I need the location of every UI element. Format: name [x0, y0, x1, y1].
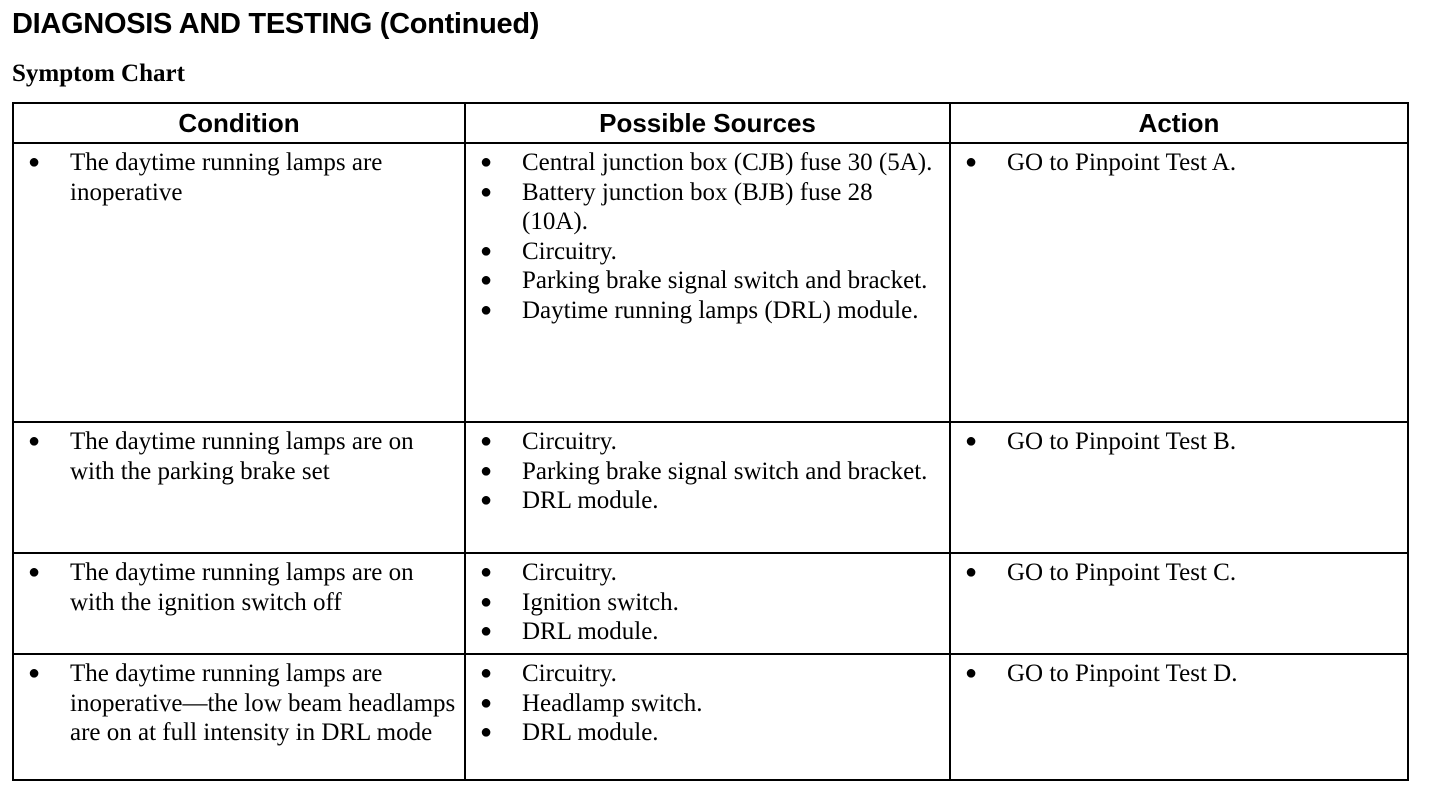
- source-text: DRL module.: [522, 487, 659, 515]
- list-item: [466, 558, 941, 588]
- header-condition: Condition: [13, 103, 465, 143]
- source-text: DRL module.: [522, 618, 659, 646]
- bullet-icon: ●: [480, 239, 493, 262]
- bullet-icon: ●: [480, 590, 493, 613]
- list-item: [466, 427, 941, 457]
- list-item: [466, 148, 941, 178]
- bullet-icon: ●: [480, 430, 493, 452]
- condition-cell: [13, 143, 465, 422]
- table-row: [13, 422, 1408, 553]
- table-row: [13, 143, 1408, 422]
- table-row: [13, 553, 1408, 654]
- condition-cell: [13, 422, 465, 553]
- bullet-icon: ●: [965, 151, 978, 173]
- bullet-icon: ●: [480, 662, 493, 684]
- action-cell: [950, 422, 1408, 553]
- source-text: DRL module.: [522, 719, 659, 747]
- sources-cell: [465, 143, 950, 422]
- bullet-icon: ●: [965, 561, 978, 583]
- sources-cell: [465, 654, 950, 780]
- list-item: [14, 427, 456, 486]
- source-text: Circuitry.: [522, 559, 617, 586]
- bullet-icon: ●: [965, 430, 978, 452]
- source-text: Parking brake signal switch and bracket.: [522, 457, 928, 485]
- source-text: Circuitry.: [522, 428, 617, 455]
- list-item: [466, 486, 941, 516]
- action-cell: [950, 143, 1408, 422]
- action-text: GO to Pinpoint Test D.: [1007, 660, 1238, 687]
- bullet-icon: ●: [480, 561, 493, 583]
- action-cell: [950, 553, 1408, 654]
- bullet-icon: ●: [480, 298, 493, 321]
- bullet-icon: ●: [480, 620, 493, 643]
- table-row: [13, 654, 1408, 780]
- condition-cell: [13, 553, 465, 654]
- symptom-chart-table: [12, 102, 1409, 781]
- action-text: GO to Pinpoint Test A.: [1007, 149, 1237, 176]
- action-cell: [950, 654, 1408, 780]
- bullet-icon: ●: [28, 151, 41, 173]
- bullet-icon: ●: [28, 430, 41, 452]
- table-header-row: [13, 103, 1408, 143]
- list-item: [951, 148, 1399, 178]
- source-text: Circuitry.: [522, 237, 617, 265]
- list-item: [466, 178, 941, 237]
- source-text: Headlamp switch.: [522, 689, 703, 717]
- bullet-icon: ●: [28, 662, 41, 684]
- condition-cell: [13, 654, 465, 780]
- list-item: [466, 296, 941, 326]
- section-title: Symptom Chart: [12, 60, 185, 87]
- header-action: Action: [950, 103, 1408, 143]
- bullet-icon: ●: [480, 691, 493, 714]
- list-item: [951, 659, 1399, 689]
- condition-text: The daytime running lamps are inoperative—the low beam headlamps are on at full intensity in DRL mode: [70, 660, 456, 747]
- page-heading: DIAGNOSIS AND TESTING (Continued): [12, 8, 540, 40]
- source-text: Battery junction box (BJB) fuse 28 (10A).: [522, 178, 873, 236]
- list-item: [951, 558, 1399, 588]
- list-item: [951, 427, 1399, 457]
- list-item: [466, 237, 941, 267]
- list-item: [466, 689, 941, 719]
- source-text: Central junction box (CJB) fuse 30 (5A).: [522, 149, 933, 176]
- sources-cell: [465, 553, 950, 654]
- list-item: [466, 659, 941, 689]
- action-text: GO to Pinpoint Test C.: [1007, 559, 1237, 586]
- source-text: Parking brake signal switch and bracket.: [522, 267, 928, 295]
- bullet-icon: ●: [480, 721, 493, 744]
- bullet-icon: ●: [965, 662, 978, 684]
- condition-text: The daytime running lamps are on with the parking brake set: [70, 428, 414, 485]
- bullet-icon: ●: [480, 489, 493, 512]
- list-item: [14, 558, 456, 617]
- condition-text: The daytime running lamps are on with the ignition switch off: [70, 559, 414, 616]
- bullet-icon: ●: [28, 561, 41, 583]
- source-text: Daytime running lamps (DRL) module.: [522, 296, 919, 324]
- bullet-icon: ●: [480, 180, 493, 203]
- bullet-icon: ●: [480, 269, 493, 292]
- list-item: [14, 148, 456, 207]
- list-item: [14, 659, 456, 748]
- sources-cell: [465, 422, 950, 553]
- bullet-icon: ●: [480, 459, 493, 482]
- action-text: GO to Pinpoint Test B.: [1007, 428, 1237, 455]
- header-possible-sources: Possible Sources: [465, 103, 950, 143]
- source-text: Circuitry.: [522, 660, 617, 687]
- condition-text: The daytime running lamps are inoperative: [70, 149, 383, 206]
- source-text: Ignition switch.: [522, 588, 679, 616]
- list-item: [466, 617, 941, 647]
- list-item: [466, 457, 941, 487]
- bullet-icon: ●: [480, 151, 493, 173]
- list-item: [466, 588, 941, 618]
- list-item: [466, 718, 941, 748]
- list-item: [466, 266, 941, 296]
